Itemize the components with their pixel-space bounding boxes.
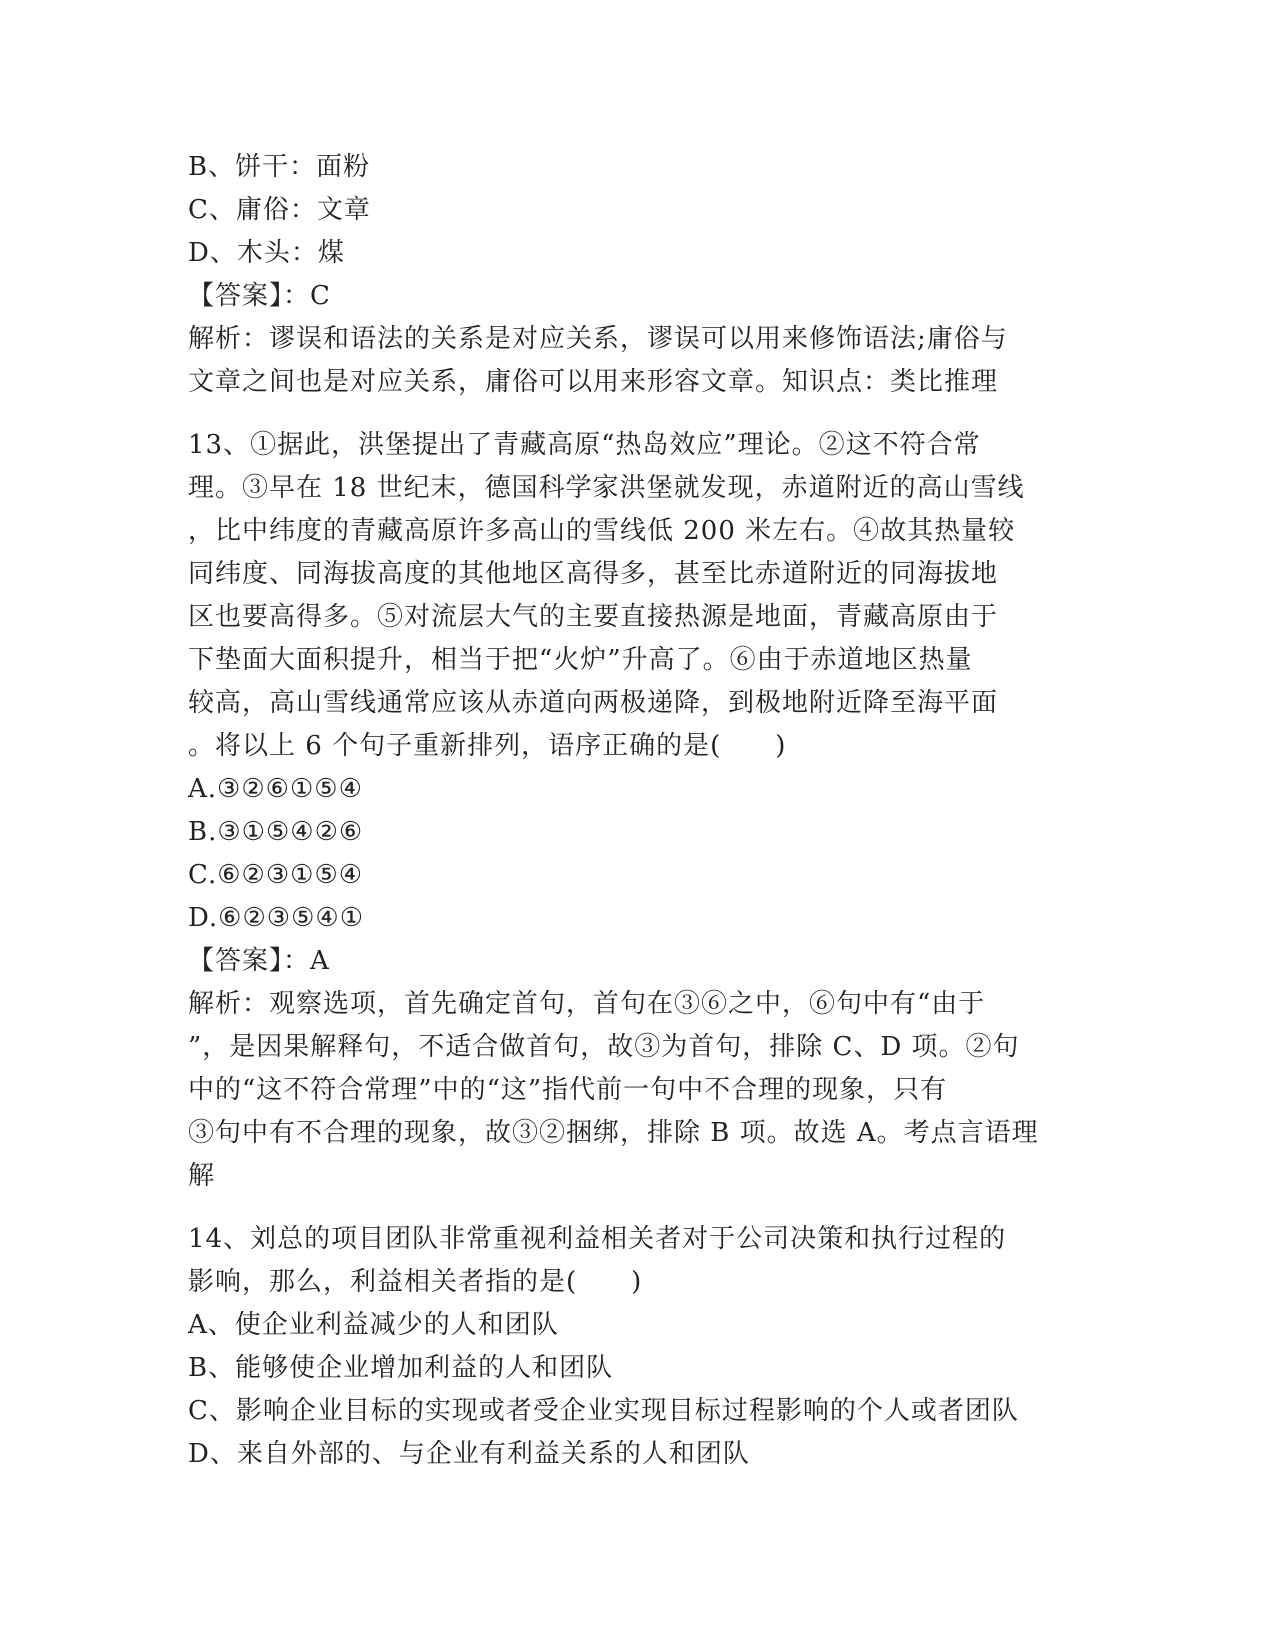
analysis-line: ③句中有不合理的现象，故③②捆绑，排除 B 项。故选 A。考点言语理	[188, 1118, 1039, 1148]
document-content	[188, 146, 1088, 1476]
analysis-line: ”，是因果解释句，不适合做首句，故③为首句，排除 C、D 项。②句	[188, 1032, 1020, 1062]
option-c: C、影响企业目标的实现或者受企业实现目标过程影响的个人或者团队	[188, 1396, 1019, 1426]
question-stem-line: ，比中纬度的青藏高原许多高山的雪线低 200 米左右。④故其热量较	[188, 516, 1016, 546]
option-a: A、使企业利益减少的人和团队	[188, 1310, 559, 1340]
question-13	[188, 424, 1088, 1198]
option-a: A.③②⑥①⑤④	[188, 774, 363, 804]
analysis-line: 解析：谬误和语法的关系是对应关系，谬误可以用来修饰语法;庸俗与	[188, 324, 1008, 354]
question-12	[188, 146, 1088, 404]
option-d: D、木头：煤	[188, 238, 345, 268]
question-stem-line: 同纬度、同海拔高度的其他地区高得多，甚至比赤道附近的同海拔地	[188, 559, 999, 589]
question-stem-line: 理。③早在 18 世纪末，德国科学家洪堡就发现，赤道附近的高山雪线	[188, 473, 1025, 503]
option-d: D、来自外部的、与企业有利益关系的人和团队	[188, 1439, 750, 1469]
option-b: B、能够使企业增加利益的人和团队	[188, 1353, 614, 1383]
analysis-line: 解	[188, 1161, 216, 1191]
question-14	[188, 1218, 1088, 1476]
question-stem-line: 。将以上 6 个句子重新排列，语序正确的是( )	[188, 731, 787, 761]
option-b: B.③①⑤④②⑥	[188, 817, 364, 847]
question-stem-line: 影响，那么，利益相关者指的是( )	[188, 1267, 643, 1297]
option-d: D.⑥②③⑤④①	[188, 903, 365, 933]
answer: 【答案】：A	[188, 946, 330, 976]
answer: 【答案】：C	[188, 281, 331, 311]
spacer	[188, 404, 1088, 424]
question-stem-line: 区也要高得多。⑤对流层大气的主要直接热源是地面，青藏高原由于	[188, 602, 999, 632]
analysis-line: 文章之间也是对应关系，庸俗可以用来形容文章。知识点：类比推理	[188, 367, 999, 397]
option-c: C、庸俗：文章	[188, 195, 371, 225]
option-b: B、饼干：面粉	[188, 152, 371, 182]
question-stem-line: 较高，高山雪线通常应该从赤道向两极递降，到极地附近降至海平面	[188, 688, 999, 718]
analysis-line: 中的“这不符合常理”中的“这”指代前一句中不合理的现象，只有	[188, 1075, 948, 1105]
question-stem-line: 14、刘总的项目团队非常重视利益相关者对于公司决策和执行过程的	[188, 1224, 1007, 1254]
question-stem-line: 13、①据此，洪堡提出了青藏高原“热岛效应”理论。②这不符合常	[188, 430, 981, 460]
question-stem-line: 下垫面大面积提升，相当于把“火炉”升高了。⑥由于赤道地区热量	[188, 645, 973, 675]
option-c: C.⑥②③①⑤④	[188, 860, 364, 890]
spacer	[188, 1198, 1088, 1218]
analysis-line: 解析：观察选项，首先确定首句，首句在③⑥之中，⑥句中有“由于	[188, 989, 986, 1019]
